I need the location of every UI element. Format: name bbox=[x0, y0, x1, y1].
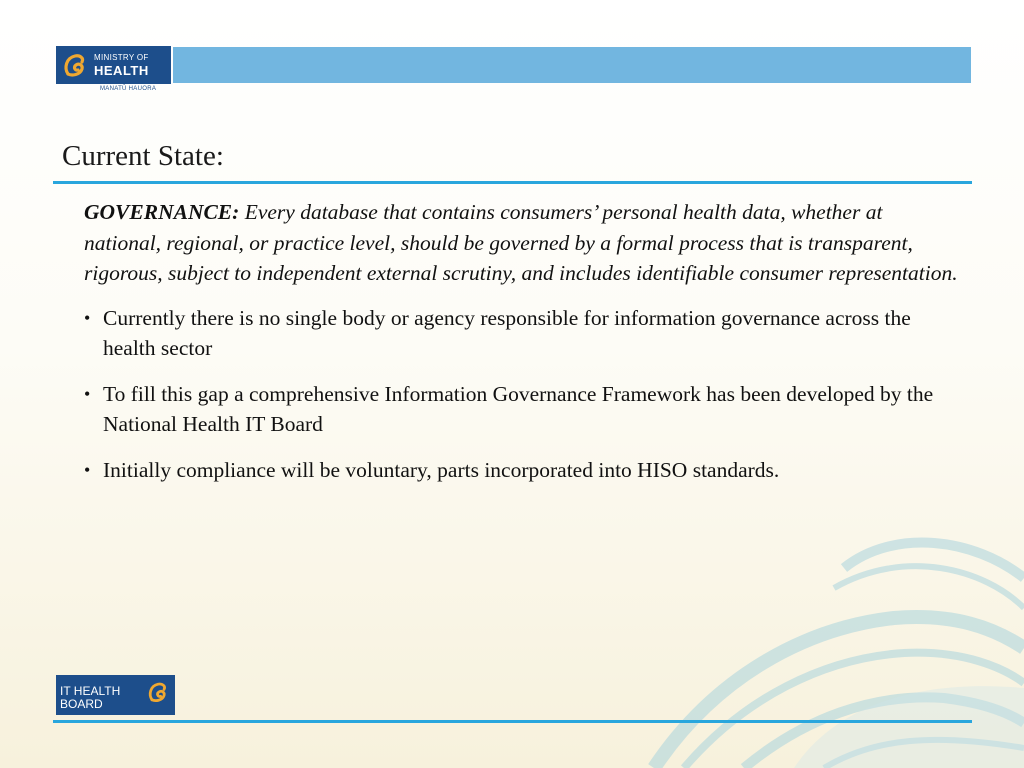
ministry-of-health-logo bbox=[56, 46, 171, 84]
title-divider bbox=[53, 181, 972, 184]
logo-subtitle: MANATŪ HAUORA bbox=[100, 86, 157, 92]
governance-text: Every database that contains consumers’ personal health data, whether at national, regional, or practice level, should be governed by a formal process that is transparent, rigorous, subject to independent external scrutiny, and includes identifiable consumer representation. bbox=[84, 200, 958, 285]
governance-paragraph bbox=[84, 197, 964, 289]
logo-line-ministry: MINISTRY OF bbox=[94, 52, 149, 62]
decorative-wave-graphic bbox=[594, 508, 1024, 768]
logo-line-health: HEALTH bbox=[94, 62, 149, 78]
header-bar bbox=[173, 47, 971, 83]
footer-divider bbox=[53, 720, 972, 723]
governance-label: GOVERNANCE: bbox=[84, 200, 240, 224]
koru-icon bbox=[60, 50, 90, 80]
bullet-item: • Initially compliance will be voluntary, parts incorporated into HISO standards. bbox=[84, 455, 964, 486]
bullet-item: • Currently there is no single body or agency responsible for information governance across the health sector bbox=[84, 303, 964, 364]
slide-title: Current State: bbox=[62, 140, 224, 172]
it-health-board-logo bbox=[56, 675, 175, 715]
footer-logo-line2: BOARD bbox=[60, 697, 103, 711]
slide-body bbox=[84, 197, 964, 500]
koru-icon bbox=[145, 679, 171, 705]
bullet-list bbox=[84, 303, 964, 486]
bullet-item: • To fill this gap a comprehensive Information Governance Framework has been developed by the National Health IT Board bbox=[84, 379, 964, 440]
footer-logo-line1: IT HEALTH bbox=[60, 684, 121, 698]
